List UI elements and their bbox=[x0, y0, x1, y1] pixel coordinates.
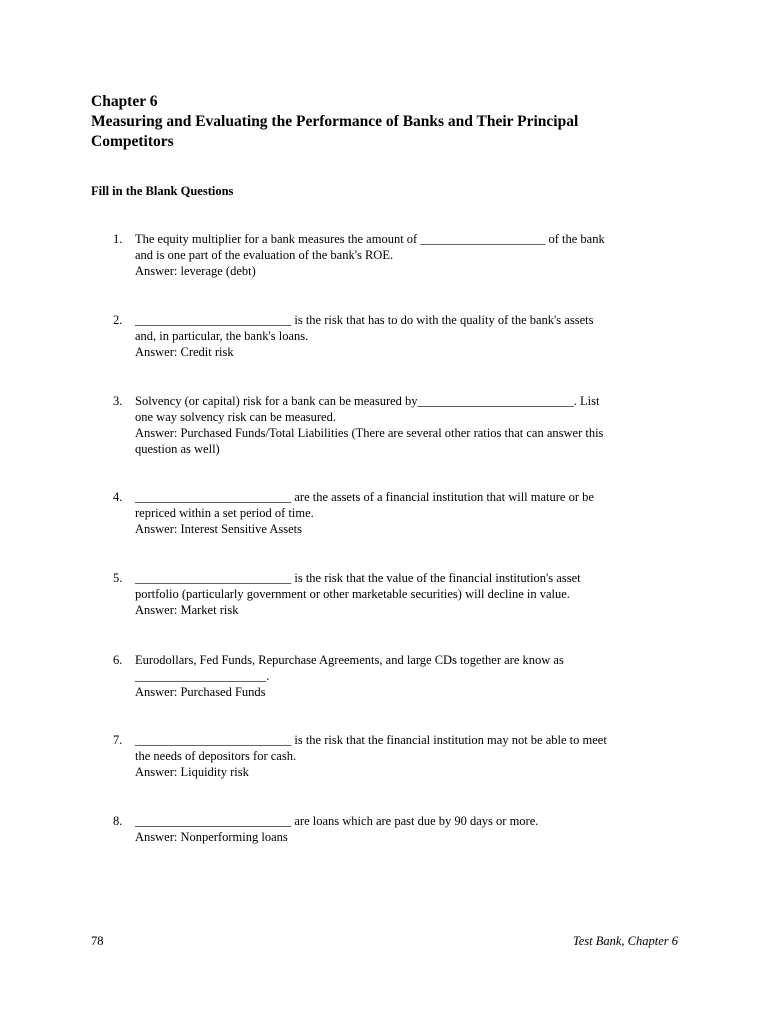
question-body bbox=[135, 393, 673, 457]
question-answer: Answer: Liquidity risk bbox=[135, 765, 249, 779]
question-line: and is one part of the evaluation of the bank's ROE. bbox=[135, 248, 394, 262]
question-3 bbox=[113, 393, 673, 457]
question-6 bbox=[113, 652, 673, 700]
chapter-title-line-2: Competitors bbox=[91, 133, 174, 150]
question-answer: Answer: Credit risk bbox=[135, 345, 234, 359]
question-line: _________________________ are the assets of a financial institution that will mature or be bbox=[135, 490, 594, 504]
question-2 bbox=[113, 312, 673, 360]
question-line: _________________________ is the risk that the financial institution may not be able to meet bbox=[135, 733, 607, 747]
question-number: 5. bbox=[113, 571, 123, 585]
chapter-number: Chapter 6 bbox=[91, 93, 158, 110]
chapter-title-line-1: Measuring and Evaluating the Performance of Banks and Their Principal bbox=[91, 113, 579, 130]
question-number: 2. bbox=[113, 313, 123, 327]
question-5 bbox=[113, 570, 673, 618]
question-body bbox=[135, 813, 673, 845]
question-answer: Answer: Market risk bbox=[135, 603, 239, 617]
question-body bbox=[135, 231, 673, 279]
question-line: The equity multiplier for a bank measures the amount of ____________________ of the bank bbox=[135, 232, 605, 246]
question-4 bbox=[113, 489, 673, 537]
footer-page-number: 78 bbox=[91, 934, 104, 948]
question-number: 1. bbox=[113, 232, 123, 246]
question-line: the needs of depositors for cash. bbox=[135, 749, 297, 763]
question-line: _____________________. bbox=[135, 669, 270, 683]
question-line: _________________________ are loans which are past due by 90 days or more. bbox=[135, 814, 539, 828]
question-line: one way solvency risk can be measured. bbox=[135, 410, 336, 424]
question-answer: Answer: Interest Sensitive Assets bbox=[135, 522, 302, 536]
question-body bbox=[135, 570, 673, 618]
question-body bbox=[135, 489, 673, 537]
question-line: repriced within a set period of time. bbox=[135, 506, 314, 520]
question-number: 3. bbox=[113, 394, 123, 408]
question-body bbox=[135, 652, 673, 700]
question-line: Solvency (or capital) risk for a bank can be measured by_________________________. List bbox=[135, 394, 600, 408]
question-number: 8. bbox=[113, 814, 123, 828]
question-7 bbox=[113, 732, 673, 780]
question-body bbox=[135, 312, 673, 360]
question-line: Eurodollars, Fed Funds, Repurchase Agreements, and large CDs together are know as bbox=[135, 653, 564, 667]
question-line: _________________________ is the risk that has to do with the quality of the bank's assets bbox=[135, 313, 594, 327]
question-number: 7. bbox=[113, 733, 123, 747]
question-line: _________________________ is the risk that the value of the financial institution's asset bbox=[135, 571, 581, 585]
question-1 bbox=[113, 231, 673, 279]
question-answer: Answer: leverage (debt) bbox=[135, 264, 256, 278]
question-body bbox=[135, 732, 673, 780]
question-line: Answer: Purchased Funds/Total Liabilities (There are several other ratios that can answer this bbox=[135, 426, 604, 440]
question-number: 6. bbox=[113, 653, 123, 667]
question-answer: Answer: Nonperforming loans bbox=[135, 830, 288, 844]
question-line: portfolio (particularly government or other marketable securities) will decline in value. bbox=[135, 587, 570, 601]
question-answer: question as well) bbox=[135, 442, 220, 456]
question-line: and, in particular, the bank's loans. bbox=[135, 329, 309, 343]
question-number: 4. bbox=[113, 490, 123, 504]
question-8 bbox=[113, 813, 673, 845]
chapter-heading bbox=[91, 92, 691, 152]
section-title: Fill in the Blank Questions bbox=[91, 184, 234, 198]
question-answer: Answer: Purchased Funds bbox=[135, 685, 266, 699]
footer-running-title: Test Bank, Chapter 6 bbox=[572, 934, 678, 948]
